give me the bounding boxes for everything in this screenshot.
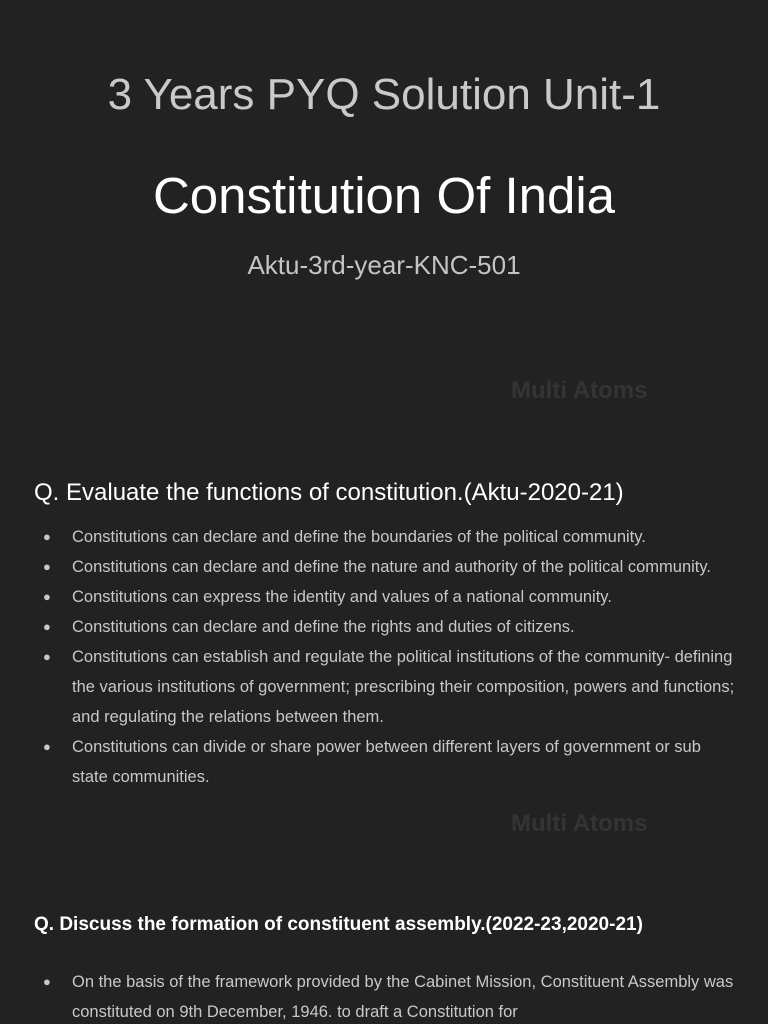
question-heading: Q. Discuss the formation of constituent assembly.(2022-23,2020-21) [34,914,643,935]
list-item [0,522,768,552]
list-item [0,582,768,612]
question-heading: Q. Evaluate the functions of constitution.(Aktu-2020-21) [34,479,624,506]
bullet-icon: ● [43,739,51,754]
watermark: Multi Atoms [511,377,648,404]
bullet-list [0,522,768,792]
list-item [0,552,768,582]
list-item [0,732,768,792]
list-item-text: Constitutions can divide or share power between different layers of government or sub state communities. [72,738,701,786]
list-item [0,642,768,732]
document-title: 3 Years PYQ Solution Unit-1 [107,70,661,119]
bullet-icon: ● [43,974,51,989]
list-item [0,967,768,1024]
list-item-text: Constitutions can declare and define the boundaries of the political community. [72,528,646,546]
bullet-icon: ● [43,619,51,634]
course-code: Aktu-3rd-year-KNC-501 [247,250,521,280]
subject-heading: Constitution Of India [152,167,616,224]
bullet-icon: ● [43,589,51,604]
bullet-icon: ● [43,559,51,574]
bullet-icon: ● [43,649,51,664]
list-item-text: Constitutions can express the identity and values of a national community. [72,588,612,606]
list-item-text: Constitutions can declare and define the rights and duties of citizens. [72,618,575,636]
list-item [0,612,768,642]
bullet-list [0,967,768,1024]
watermark: Multi Atoms [511,810,648,837]
list-item-text: Constitutions can declare and define the nature and authority of the political community. [72,558,711,576]
bullet-icon: ● [43,529,51,544]
list-item-text: On the basis of the framework provided by the Cabinet Mission, Constituent Assembly was constituted on 9th December, 1946. to draft a Constitution for [72,973,734,1021]
list-item-text: Constitutions can establish and regulate the political institutions of the community- defining the various institutions of government; prescribing their composition, powers and functions; and regulating the relations between them. [72,648,735,726]
